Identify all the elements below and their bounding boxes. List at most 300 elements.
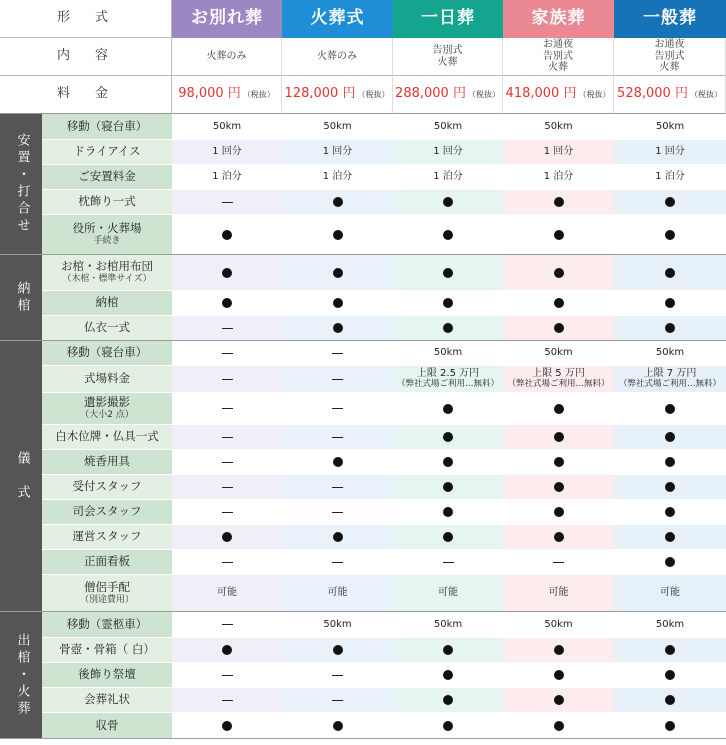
not-included-dash-icon — [222, 675, 233, 676]
included-dot-icon — [665, 695, 675, 705]
value-cell — [503, 612, 614, 638]
value-cell — [172, 425, 282, 450]
item-label-text: 収骨 — [95, 717, 119, 732]
not-included-dash-icon — [332, 408, 343, 409]
value-cell — [282, 114, 393, 140]
item-label — [42, 366, 172, 393]
value-cell — [172, 550, 282, 575]
value-cell — [172, 165, 282, 190]
included-dot-icon — [222, 230, 232, 240]
value-cell — [172, 255, 282, 291]
value-cell — [172, 475, 282, 500]
not-included-dash-icon — [222, 202, 233, 203]
included-dot-icon — [665, 721, 675, 731]
included-dot-icon — [554, 432, 564, 442]
value-cell — [503, 190, 614, 215]
included-dot-icon — [665, 268, 675, 278]
plan-header-owakare — [172, 0, 282, 38]
included-dot-icon — [554, 268, 564, 278]
value-cell — [503, 713, 614, 739]
value-text: 50km — [655, 347, 685, 359]
included-dot-icon — [554, 197, 564, 207]
value-cell — [172, 393, 282, 425]
value-text: 上限 5 万円 — [532, 368, 585, 380]
value-cell — [282, 165, 393, 190]
item-label-text: 移動（寝台車） — [66, 118, 148, 133]
price-label-text: 料 金 — [56, 86, 114, 102]
price-value: 98,000 円 — [178, 86, 241, 102]
item-label — [42, 550, 172, 575]
value-cell — [393, 366, 503, 393]
value-cell — [282, 612, 393, 638]
value-cell — [172, 291, 282, 316]
price-cell — [393, 76, 503, 114]
value-cell — [614, 638, 726, 663]
item-label-text: 正面看板 — [84, 554, 130, 569]
value-text: 1 回分 — [433, 146, 463, 158]
value-cell — [393, 255, 503, 291]
value-cell — [282, 190, 393, 215]
item-sublabel: 手続き — [93, 236, 121, 247]
content-label-text: 内 容 — [56, 48, 114, 64]
header-label — [0, 0, 172, 38]
included-dot-icon — [665, 323, 675, 333]
value-cell — [393, 316, 503, 341]
included-dot-icon — [665, 557, 675, 567]
value-cell — [614, 165, 726, 190]
value-cell — [282, 425, 393, 450]
included-dot-icon — [665, 507, 675, 517]
included-dot-icon — [554, 532, 564, 542]
item-sublabel: （大小2 点） — [80, 410, 134, 421]
included-dot-icon — [443, 670, 453, 680]
plan-name: 家族葬 — [531, 8, 586, 29]
item-label-text: 骨壺・骨箱（ 白） — [59, 642, 155, 657]
value-text: 50km — [544, 618, 573, 630]
value-text: 可能 — [548, 587, 569, 599]
value-cell — [393, 713, 503, 739]
value-text: 1 回分 — [322, 146, 353, 158]
tax-note: （税抜） — [689, 89, 722, 99]
price-value: 418,000 円 — [505, 86, 577, 102]
value-cell — [282, 713, 393, 739]
included-dot-icon — [554, 298, 564, 308]
tax-note: （税抜） — [578, 89, 611, 99]
item-label-text: 枕飾り一式 — [78, 194, 136, 209]
item-label — [42, 525, 172, 550]
not-included-dash-icon — [222, 408, 233, 409]
item-label — [42, 291, 172, 316]
value-cell — [282, 663, 393, 688]
value-text: 50km — [433, 120, 463, 132]
plan-name: 火葬式 — [310, 8, 365, 29]
value-text: 可能 — [217, 587, 237, 599]
value-text: 50km — [655, 120, 685, 132]
value-text: 1 回分 — [212, 146, 242, 158]
value-cell — [393, 341, 503, 366]
tax-note: （税抜） — [357, 89, 390, 99]
value-cell — [172, 638, 282, 663]
item-label-text: ご安置料金 — [78, 169, 136, 184]
value-cell — [503, 140, 614, 165]
section-label — [0, 341, 42, 612]
not-included-dash-icon — [222, 512, 233, 513]
content-value: 告別式 火葬 — [393, 38, 503, 76]
not-included-dash-icon — [332, 437, 343, 438]
item-label — [42, 114, 172, 140]
value-cell — [172, 215, 282, 255]
value-cell — [282, 215, 393, 255]
value-cell — [503, 663, 614, 688]
value-cell — [282, 393, 393, 425]
value-text: 50km — [544, 347, 573, 359]
value-cell — [282, 255, 393, 291]
included-dot-icon — [443, 645, 453, 655]
price-value: 288,000 円 — [395, 86, 466, 102]
value-text: （弊社式場ご利用…無料） — [396, 378, 499, 389]
included-dot-icon — [665, 482, 675, 492]
included-dot-icon — [333, 197, 343, 207]
value-text: 50km — [323, 618, 352, 630]
item-label — [42, 425, 172, 450]
included-dot-icon — [665, 457, 675, 467]
value-cell — [393, 393, 503, 425]
value-cell — [393, 575, 503, 612]
not-included-dash-icon — [443, 562, 454, 563]
item-label-text: 後飾り祭壇 — [78, 667, 136, 682]
value-cell — [503, 450, 614, 475]
content-label — [0, 38, 172, 76]
item-label — [42, 316, 172, 341]
value-cell — [393, 550, 503, 575]
value-cell — [614, 475, 726, 500]
value-cell — [172, 575, 282, 612]
value-cell — [614, 215, 726, 255]
value-cell — [282, 291, 393, 316]
plan-header-kasoushiki — [282, 0, 393, 38]
item-label — [42, 140, 172, 165]
plan-name: 一般葬 — [643, 8, 697, 29]
value-cell — [614, 393, 726, 425]
value-cell — [282, 316, 393, 341]
item-label-text: 会葬礼状 — [84, 692, 130, 707]
value-cell — [393, 638, 503, 663]
value-cell — [614, 341, 726, 366]
value-text: 上限 2.5 万円 — [416, 368, 480, 380]
value-cell — [172, 713, 282, 739]
item-label — [42, 165, 172, 190]
plan-name: 一日葬 — [421, 8, 475, 29]
included-dot-icon — [443, 298, 453, 308]
included-dot-icon — [222, 645, 232, 655]
item-label — [42, 475, 172, 500]
value-cell — [503, 316, 614, 341]
included-dot-icon — [665, 230, 675, 240]
not-included-dash-icon — [222, 437, 233, 438]
plan-header-ippansou — [614, 0, 726, 38]
included-dot-icon — [554, 721, 564, 731]
not-included-dash-icon — [332, 562, 343, 563]
value-cell — [614, 500, 726, 525]
content-value: お通夜 告別式 火葬 — [503, 38, 614, 76]
item-label-text: 遺影撮影 — [84, 395, 130, 410]
included-dot-icon — [333, 268, 343, 278]
header-label-text: 形 式 — [56, 10, 114, 26]
value-text: 可能 — [660, 587, 680, 599]
item-label — [42, 688, 172, 713]
included-dot-icon — [554, 323, 564, 333]
included-dot-icon — [333, 645, 343, 655]
value-cell — [393, 612, 503, 638]
price-cell — [503, 76, 614, 114]
included-dot-icon — [665, 532, 675, 542]
included-dot-icon — [665, 670, 675, 680]
item-label — [42, 190, 172, 215]
price-cell — [614, 76, 726, 114]
value-cell — [393, 475, 503, 500]
value-cell — [503, 393, 614, 425]
value-cell — [282, 140, 393, 165]
included-dot-icon — [665, 298, 675, 308]
value-cell — [172, 366, 282, 393]
included-dot-icon — [443, 721, 453, 731]
item-label-text: 運営スタッフ — [72, 529, 142, 544]
included-dot-icon — [554, 645, 564, 655]
value-cell — [282, 341, 393, 366]
not-included-dash-icon — [222, 562, 233, 563]
included-dot-icon — [333, 298, 343, 308]
price-cell — [282, 76, 393, 114]
value-cell — [503, 688, 614, 713]
value-cell — [503, 366, 614, 393]
item-label — [42, 638, 172, 663]
item-label — [42, 215, 172, 255]
section-label — [0, 255, 42, 341]
value-cell — [614, 425, 726, 450]
value-cell — [393, 114, 503, 140]
value-text: 1 泊分 — [212, 171, 242, 183]
included-dot-icon — [222, 532, 232, 542]
item-label — [42, 663, 172, 688]
included-dot-icon — [333, 532, 343, 542]
value-cell — [282, 366, 393, 393]
value-cell — [503, 215, 614, 255]
value-text: 1 泊分 — [655, 171, 685, 183]
price-cell — [172, 76, 282, 114]
not-included-dash-icon — [332, 379, 343, 380]
item-label — [42, 255, 172, 291]
section-label-text: 儀 式 — [14, 450, 30, 502]
value-text: 50km — [323, 120, 352, 132]
value-cell — [282, 450, 393, 475]
not-included-dash-icon — [332, 353, 343, 354]
value-cell — [172, 190, 282, 215]
value-text: 1 泊分 — [433, 171, 463, 183]
included-dot-icon — [665, 432, 675, 442]
included-dot-icon — [443, 230, 453, 240]
value-cell — [172, 450, 282, 475]
value-cell — [614, 114, 726, 140]
item-label-text: 納棺 — [95, 295, 119, 310]
value-cell — [393, 190, 503, 215]
value-text: （弊社式場ご利用…無料） — [618, 378, 721, 389]
not-included-dash-icon — [222, 462, 233, 463]
value-cell — [393, 425, 503, 450]
value-text: 1 泊分 — [543, 171, 574, 183]
included-dot-icon — [443, 268, 453, 278]
value-text: 50km — [544, 120, 573, 132]
value-cell — [503, 575, 614, 612]
value-cell — [282, 500, 393, 525]
value-cell — [503, 550, 614, 575]
price-value: 528,000 円 — [617, 86, 688, 102]
item-label — [42, 393, 172, 425]
value-cell — [503, 638, 614, 663]
value-cell — [393, 450, 503, 475]
included-dot-icon — [222, 268, 232, 278]
item-label — [42, 575, 172, 612]
item-label — [42, 450, 172, 475]
included-dot-icon — [554, 695, 564, 705]
section-label-text: 安置・打合せ — [14, 133, 30, 235]
included-dot-icon — [443, 323, 453, 333]
item-label-text: 僧侶手配 — [84, 579, 130, 594]
item-label — [42, 713, 172, 739]
tax-note: （税抜） — [467, 89, 500, 99]
included-dot-icon — [443, 532, 453, 542]
not-included-dash-icon — [332, 487, 343, 488]
included-dot-icon — [554, 507, 564, 517]
included-dot-icon — [333, 230, 343, 240]
value-cell — [503, 255, 614, 291]
included-dot-icon — [333, 457, 343, 467]
included-dot-icon — [443, 432, 453, 442]
item-label-text: 白木位牌・仏具一式 — [55, 429, 159, 444]
included-dot-icon — [333, 721, 343, 731]
content-value: お通夜 告別式 火葬 — [614, 38, 726, 76]
not-included-dash-icon — [222, 624, 233, 625]
tax-note: （税抜） — [242, 89, 275, 99]
value-cell — [503, 500, 614, 525]
value-cell — [503, 114, 614, 140]
content-value: 火葬のみ — [172, 38, 282, 76]
included-dot-icon — [665, 404, 675, 414]
item-label-text: 司会スタッフ — [72, 504, 142, 519]
section-label-text: 納棺 — [14, 280, 30, 315]
value-cell — [393, 663, 503, 688]
plan-name: お別れ葬 — [191, 8, 263, 29]
item-label-text: 受付スタッフ — [72, 479, 142, 494]
value-cell — [282, 638, 393, 663]
included-dot-icon — [443, 457, 453, 467]
value-text: 1 回分 — [543, 146, 574, 158]
value-text: 可能 — [327, 587, 348, 599]
not-included-dash-icon — [222, 487, 233, 488]
price-value: 128,000 円 — [284, 86, 356, 102]
included-dot-icon — [665, 645, 675, 655]
value-cell — [172, 525, 282, 550]
value-cell — [282, 550, 393, 575]
value-cell — [503, 525, 614, 550]
included-dot-icon — [443, 695, 453, 705]
not-included-dash-icon — [553, 562, 564, 563]
value-cell — [503, 291, 614, 316]
value-cell — [393, 291, 503, 316]
plan-header-kazokusou — [503, 0, 614, 38]
item-label — [42, 612, 172, 638]
value-cell — [282, 688, 393, 713]
value-cell — [172, 612, 282, 638]
included-dot-icon — [443, 482, 453, 492]
item-label-text: お棺・お棺用布団 — [61, 259, 153, 274]
value-cell — [393, 500, 503, 525]
included-dot-icon — [554, 230, 564, 240]
value-cell — [172, 663, 282, 688]
item-label-text: 仏衣一式 — [84, 320, 130, 335]
value-cell — [614, 525, 726, 550]
value-cell — [614, 575, 726, 612]
value-cell — [393, 688, 503, 713]
value-cell — [614, 450, 726, 475]
value-text: 1 回分 — [655, 146, 685, 158]
value-text: 50km — [655, 618, 685, 630]
value-text: 可能 — [438, 587, 458, 599]
item-label — [42, 500, 172, 525]
value-cell — [614, 612, 726, 638]
item-sublabel: （別途費用） — [79, 594, 134, 605]
value-cell — [393, 140, 503, 165]
value-text: 1 泊分 — [322, 171, 353, 183]
not-included-dash-icon — [332, 675, 343, 676]
value-cell — [393, 165, 503, 190]
value-cell — [172, 316, 282, 341]
value-cell — [282, 525, 393, 550]
value-cell — [614, 190, 726, 215]
value-cell — [614, 316, 726, 341]
included-dot-icon — [333, 323, 343, 333]
value-cell — [503, 165, 614, 190]
included-dot-icon — [665, 197, 675, 207]
section-label — [0, 612, 42, 739]
item-label-text: 式場料金 — [84, 371, 130, 386]
included-dot-icon — [443, 507, 453, 517]
value-cell — [393, 215, 503, 255]
value-cell — [503, 425, 614, 450]
value-cell — [172, 114, 282, 140]
not-included-dash-icon — [332, 512, 343, 513]
included-dot-icon — [222, 721, 232, 731]
section-label-text: 出棺・火葬 — [14, 632, 30, 718]
value-cell — [614, 140, 726, 165]
item-label-text: 焼香用具 — [84, 454, 130, 469]
value-cell — [614, 688, 726, 713]
item-label-text: 移動（霊柩車） — [66, 616, 148, 631]
item-sublabel: （木棺・標準サイズ） — [62, 274, 152, 285]
value-text: 50km — [433, 618, 463, 630]
not-included-dash-icon — [332, 700, 343, 701]
value-cell — [282, 575, 393, 612]
value-cell — [393, 525, 503, 550]
not-included-dash-icon — [222, 328, 233, 329]
value-cell — [614, 663, 726, 688]
value-text: 50km — [433, 347, 463, 359]
not-included-dash-icon — [222, 353, 233, 354]
item-label-text: 移動（寝台車） — [66, 345, 148, 360]
section-label — [0, 114, 42, 255]
value-cell — [503, 341, 614, 366]
included-dot-icon — [554, 404, 564, 414]
item-label-text: ドライアイス — [73, 144, 141, 159]
